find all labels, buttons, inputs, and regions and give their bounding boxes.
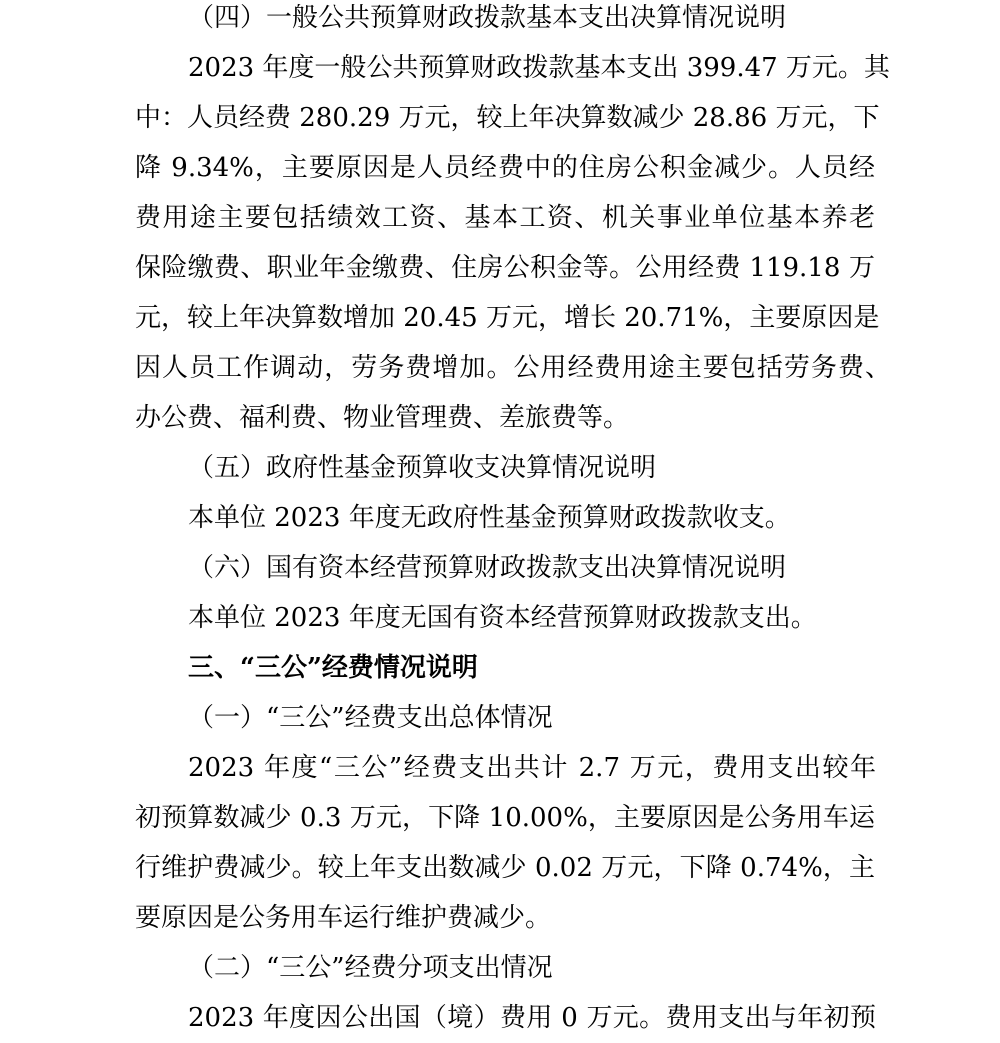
- paragraph-line: 要原因是公务用车运行维护费减少。: [135, 903, 552, 933]
- section-heading-5: （五）政府性基金预算收支决算情况说明: [188, 453, 657, 483]
- section-heading-4: （四）一般公共预算财政拨款基本支出决算情况说明: [188, 3, 787, 33]
- paragraph-line: 初预算数减少 0.3 万元，下降 10.00%，主要原因是公务用车运: [135, 803, 875, 833]
- paragraph-line: 行维护费减少。较上年支出数减少 0.02 万元，下降 0.74%，主: [135, 853, 875, 883]
- paragraph-line: 2023 年度因公出国（境）费用 0 万元。费用支出与年初预: [188, 1003, 876, 1033]
- paragraph-line: 办公费、福利费、物业管理费、差旅费等。: [135, 403, 630, 433]
- section-heading-6: （六）国有资本经营预算财政拨款支出决算情况说明: [188, 553, 787, 583]
- paragraph-line: 费用途主要包括绩效工资、基本工资、机关事业单位基本养老: [135, 203, 875, 233]
- paragraph-line: 因人员工作调动，劳务费增加。公用经费用途主要包括劳务费、: [135, 353, 891, 383]
- paragraph-line: 2023 年度一般公共预算财政拨款基本支出 399.47 万元。其: [188, 53, 890, 83]
- section-heading-three: 三、“三公”经费情况说明: [188, 653, 478, 683]
- paragraph-line: 保险缴费、职业年金缴费、住房公积金等。公用经费 119.18 万: [135, 253, 875, 283]
- paragraph-line: 降 9.34%，主要原因是人员经费中的住房公积金减少。人员经: [135, 153, 875, 183]
- paragraph-line: 本单位 2023 年度无政府性基金预算财政拨款收支。: [188, 503, 791, 533]
- paragraph-line: 本单位 2023 年度无国有资本经营预算财政拨款支出。: [188, 603, 817, 633]
- paragraph-line: 元，较上年决算数增加 20.45 万元，增长 20.71%，主要原因是: [135, 303, 880, 333]
- subsection-heading-1: （一）“三公”经费支出总体情况: [188, 703, 553, 733]
- paragraph-line: 2023 年度“三公”经费支出共计 2.7 万元，费用支出较年: [188, 753, 876, 783]
- paragraph-line: 中：人员经费 280.29 万元，较上年决算数减少 28.86 万元，下: [135, 103, 880, 133]
- subsection-heading-2: （二）“三公”经费分项支出情况: [188, 953, 553, 983]
